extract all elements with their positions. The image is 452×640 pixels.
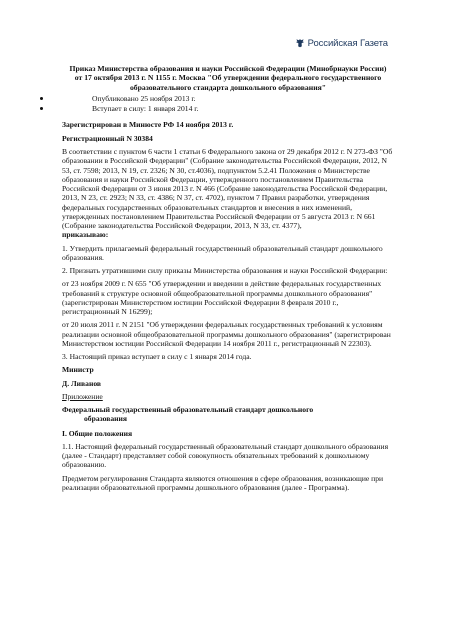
item-2a: от 23 ноября 2009 г. N 655 "Об утверждении и введении в действие федеральных государственных требований к структуре основной общеобразовательной программы дошкольного образования" (зарегистрирован Министерством юстиции Российской Федерации 8 февраля 2010 г., регистрационный N 16299); bbox=[62, 279, 382, 317]
document-title: Приказ Министерства образования и науки Российской Федерации (Минобрнауки России) от 17 октября 2013 г. N 1155 г. Москва "Об утверждении федерального государственного образовательного стандарта дошкольного образования" bbox=[69, 64, 387, 92]
registration-note: Зарегистрирован в Минюсте РФ 14 ноября 2013 г. bbox=[62, 119, 234, 129]
item-2b: от 20 июля 2011 г. N 2151 "Об утверждении федеральных государственных требований к условиям реализации основной общеобразовательной программы дошкольного образования" (зарегистрирован Министерством юстиции Российской Федерации 14 ноября 2011 г., регистрационный N 22303). bbox=[62, 320, 391, 348]
signature-role: Министр bbox=[62, 365, 94, 375]
bullet-icon bbox=[40, 97, 43, 100]
bullet-icon bbox=[40, 107, 43, 110]
item-3: 3. Настоящий приказ вступает в силу с 1 января 2014 года. bbox=[62, 352, 252, 362]
published-date: Опубликовано 25 ноября 2013 г. bbox=[62, 94, 394, 103]
effective-date: Вступает в силу: 1 января 2014 г. bbox=[62, 104, 394, 113]
logo-text: Российская Газета bbox=[307, 38, 388, 50]
appendix-link[interactable]: Приложение bbox=[62, 391, 103, 401]
eagle-emblem-icon bbox=[295, 38, 305, 50]
item-1: 1. Утвердить прилагаемый федеральный государственный образовательный стандарт дошкольного образования. bbox=[62, 243, 383, 262]
signature-name: Д. Ливанов bbox=[62, 378, 102, 388]
item-2: 2. Признать утратившими силу приказы Министерства образования и науки Российской Федерации: bbox=[62, 266, 388, 276]
rg-logo[interactable] bbox=[62, 38, 388, 50]
standard-paragraph-2: Предметом регулирования Стандарта являются отношения в сфере образования, возникающие при реализации образовательной программы дошкольного образования (далее - Программа). bbox=[62, 473, 384, 492]
order-word: приказываю: bbox=[62, 230, 109, 240]
standard-paragraph-1: 1.1. Настоящий федеральный государственный образовательный стандарт дошкольного образования (далее - Стандарт) представляет собой совокупность обязательных требований к дошкольному образованию. bbox=[62, 441, 389, 470]
standard-title: Федеральный государственный образовательный стандарт дошкольного образования bbox=[62, 405, 314, 424]
preamble: В соответствии с пунктом 6 части 1 статьи 6 Федерального закона от 29 декабря 2012 г. N 273-ФЗ "Об образовании в Российской Федерации" (Собрание законодательства Российской Федерации, 2012, N 53, ст. 7598; 2013, N 19, ст. 2326; N 30, ст.4036), подпунктом 5.2.41 Положения о Министерстве образования и науки Российской Федерации, утвержденного постановлением Правительства Российской Федерации от 3 июня 2013 г. N 466 (Собрание законодательства Российской Федерации, 2013, N 23, ст. 2923; N 33, ст. 4386; N 37, ст. 4702), пунктом 7 Правил разработки, утверждения федеральных государственных образовательных стандартов и внесения в них изменений, утвержденных постановлением Правительства Российской Федерации от 5 августа 2013 г. N 661 (Собрание законодательства Российской Федерации, 2013, N 33, ст. 4377), bbox=[62, 147, 393, 231]
registration-number: Регистрационный N 30384 bbox=[62, 133, 153, 143]
section-heading: I. Общие положения bbox=[62, 428, 133, 438]
publication-meta bbox=[62, 94, 394, 114]
